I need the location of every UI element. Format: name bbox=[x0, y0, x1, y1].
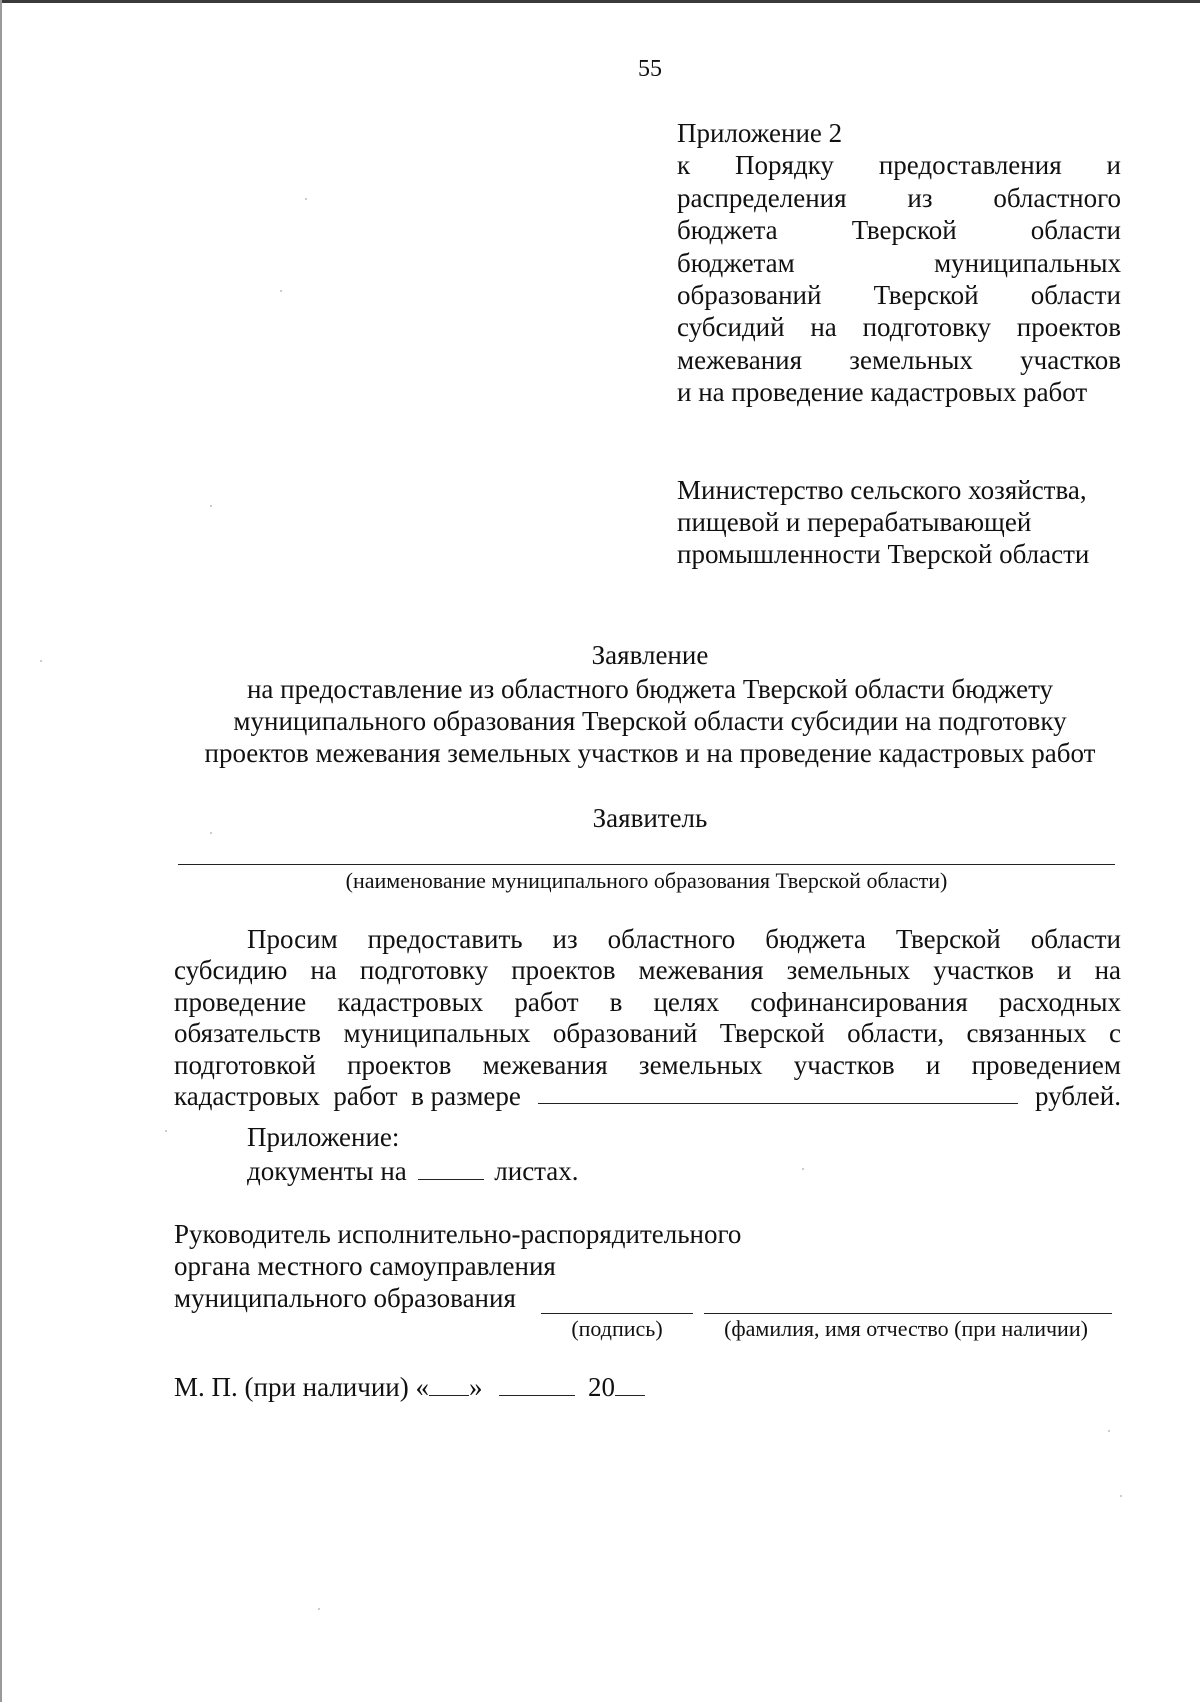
scan-speck bbox=[318, 1608, 320, 1610]
word: на bbox=[310, 955, 337, 986]
day-blank bbox=[429, 1373, 469, 1396]
word: софинансирования bbox=[750, 986, 968, 1017]
docs-prefix: документы на bbox=[247, 1156, 407, 1186]
appendix-line bbox=[677, 182, 1121, 214]
word: работ bbox=[514, 986, 579, 1017]
year-blank bbox=[615, 1373, 645, 1396]
statement-title: Заявление bbox=[591, 640, 709, 670]
word: на bbox=[810, 312, 837, 343]
recipient-line: Министерство сельского хозяйства, bbox=[677, 475, 1087, 505]
word: бюджетам bbox=[677, 247, 795, 278]
appendix-lines bbox=[677, 149, 1121, 376]
applicant-name-line bbox=[178, 864, 1115, 865]
scan-speck bbox=[305, 198, 307, 200]
word: в bbox=[609, 986, 623, 1017]
signature-caption: (подпись) bbox=[571, 1316, 663, 1341]
appendix-title: Приложение 2 bbox=[677, 118, 843, 148]
full-name-blank bbox=[704, 1313, 1112, 1314]
request-line bbox=[174, 1018, 1121, 1049]
word: Тверской bbox=[873, 280, 979, 311]
word: областного bbox=[607, 924, 736, 954]
word: из bbox=[907, 182, 933, 213]
scan-speck bbox=[210, 832, 212, 834]
appendix-line bbox=[677, 311, 1121, 343]
amount-suffix: рублей. bbox=[1034, 1081, 1121, 1112]
word: Тверской bbox=[895, 924, 1001, 954]
word: субсидию bbox=[174, 955, 288, 986]
word: участков bbox=[793, 1049, 895, 1080]
signature-line: муниципального образования bbox=[174, 1283, 516, 1313]
word: предоставления bbox=[878, 150, 1062, 181]
amount-blank bbox=[538, 1081, 1018, 1104]
year-prefix: 20 bbox=[587, 1372, 615, 1402]
word: проведением bbox=[971, 1049, 1121, 1080]
word: муниципальных bbox=[343, 1018, 531, 1049]
word: межевания bbox=[677, 344, 803, 375]
word: целях bbox=[653, 986, 720, 1017]
word: межевания bbox=[638, 955, 764, 986]
applicant-label: Заявитель bbox=[592, 803, 708, 833]
appendix-last-line: и на проведение кадастровых работ bbox=[677, 377, 1088, 408]
word: подготовку bbox=[862, 312, 991, 343]
request-amount-line bbox=[174, 1081, 1121, 1112]
word: кадастровых bbox=[337, 986, 484, 1017]
word: областного bbox=[993, 182, 1121, 213]
statement-line: муниципального образования Тверской области субсидии на подготовку bbox=[233, 706, 1067, 736]
word: области bbox=[1030, 280, 1121, 311]
docs-count-blank bbox=[418, 1157, 484, 1180]
word: муниципальных bbox=[934, 247, 1121, 278]
scan-speck bbox=[802, 1168, 804, 1170]
word: из bbox=[552, 924, 578, 954]
word: проектов bbox=[511, 955, 616, 986]
word: на bbox=[1094, 955, 1121, 986]
request-paragraph bbox=[174, 924, 1121, 1112]
appendix-line bbox=[677, 214, 1121, 246]
word: образований bbox=[677, 280, 822, 311]
word: распределения bbox=[677, 182, 847, 213]
word: области bbox=[1030, 924, 1121, 954]
appendix-line bbox=[677, 344, 1121, 376]
signature-line: органа местного самоуправления bbox=[174, 1251, 556, 1281]
word: Тверской bbox=[851, 215, 957, 246]
word: области bbox=[1030, 215, 1121, 246]
docs-suffix: листах. bbox=[494, 1156, 579, 1186]
scan-speck bbox=[210, 505, 212, 507]
request-line bbox=[174, 1050, 1121, 1081]
scan-edge-top bbox=[0, 0, 1200, 3]
appendix-block bbox=[677, 117, 1121, 409]
word: подготовкой bbox=[174, 1049, 316, 1080]
word: бюджета bbox=[677, 215, 778, 246]
applicant-caption: (наименование муниципального образования Тверской области) bbox=[345, 868, 948, 893]
word: бюджета bbox=[765, 924, 866, 954]
recipient-block bbox=[677, 474, 1137, 570]
request-lines bbox=[174, 924, 1121, 1081]
attachment-label: Приложение: bbox=[247, 1122, 400, 1152]
word: предоставить bbox=[367, 924, 523, 954]
word: и bbox=[925, 1049, 941, 1080]
word: расходных bbox=[998, 986, 1121, 1017]
word: и bbox=[1057, 955, 1072, 986]
request-line bbox=[174, 955, 1121, 986]
signature-blank bbox=[541, 1313, 693, 1314]
word: земельных bbox=[786, 955, 911, 986]
word: проектов bbox=[347, 1049, 452, 1080]
word: проведение bbox=[174, 986, 307, 1017]
word: с bbox=[1108, 1018, 1121, 1049]
scan-speck bbox=[40, 660, 42, 662]
word: Тверской bbox=[719, 1018, 825, 1049]
request-line bbox=[174, 987, 1121, 1018]
word: межевания bbox=[482, 1049, 608, 1080]
scan-speck bbox=[280, 290, 282, 292]
signature-line: Руководитель исполнительно-распорядительного bbox=[174, 1219, 742, 1249]
word: к bbox=[677, 150, 691, 181]
scan-speck bbox=[1108, 1430, 1110, 1432]
request-line bbox=[174, 924, 1121, 955]
recipient-line: промышленности Тверской области bbox=[677, 539, 1090, 569]
word: земельных bbox=[849, 344, 973, 375]
close-quote: » bbox=[468, 1372, 483, 1402]
word: и bbox=[1106, 150, 1121, 181]
word: Порядку bbox=[735, 150, 834, 181]
full-name-caption: (фамилия, имя отчество (при наличии) bbox=[724, 1316, 1088, 1341]
page-number: 55 bbox=[638, 56, 662, 82]
word: связанных bbox=[966, 1018, 1087, 1049]
scan-edge-left bbox=[0, 0, 2, 1702]
word: образований bbox=[552, 1018, 698, 1049]
word: субсидий bbox=[677, 312, 785, 343]
stamp-date-line bbox=[174, 1372, 645, 1403]
word: участков bbox=[933, 955, 1035, 986]
word: Просим bbox=[247, 924, 338, 954]
word: обязательств bbox=[174, 1018, 322, 1049]
word: подготовку bbox=[359, 955, 489, 986]
word: участков bbox=[1020, 344, 1121, 375]
statement-line: проектов межевания земельных участков и на проведение кадастровых работ bbox=[204, 738, 1096, 768]
word: земельных bbox=[638, 1049, 763, 1080]
scan-speck bbox=[1120, 1495, 1122, 1497]
statement-line: на предоставление из областного бюджета Тверской области бюджету bbox=[246, 674, 1054, 704]
month-blank bbox=[499, 1373, 575, 1396]
appendix-line bbox=[677, 247, 1121, 279]
word: области, bbox=[847, 1018, 945, 1049]
word: проектов bbox=[1016, 312, 1121, 343]
documents-line bbox=[247, 1156, 579, 1187]
scan-speck bbox=[165, 1130, 167, 1132]
stamp-prefix: М. П. (при наличии) « bbox=[174, 1372, 429, 1402]
amount-prefix: кадастровых работ в размере bbox=[174, 1081, 521, 1112]
appendix-line bbox=[677, 279, 1121, 311]
appendix-line bbox=[677, 149, 1121, 181]
recipient-line: пищевой и перерабатывающей bbox=[677, 507, 1032, 537]
